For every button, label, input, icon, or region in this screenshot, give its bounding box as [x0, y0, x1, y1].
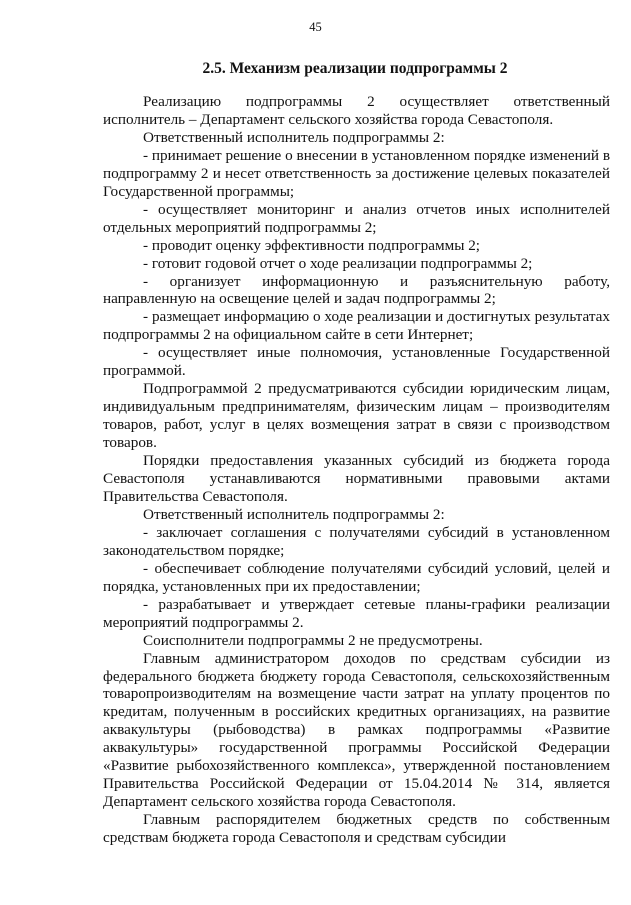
- paragraph: - осуществляет иные полномочия, установленные Государственной программой.: [103, 344, 610, 380]
- paragraph: Главным администратором доходов по средствам субсидии из федерального бюджета бюджету города Севастополя, сельскохозяйственным товаропроизводителям на возмещение части затрат на уплату процентов по кредитам, полученным в российских кредитных организациях, на развитие аквакультуры (рыбоводства) в рамках подпрограммы «Развитие аквакультуры» государственной программы Российской Федерации «Развитие рыбохозяйственного комплекса», утвержденной постановлением Правительства Российской Федерации от 15.04.2014 № 314, является Департамент сельского хозяйства города Севастополя.: [103, 649, 610, 811]
- paragraph: Подпрограммой 2 предусматриваются субсидии юридическим лицам, индивидуальным предпринимателям, физическим лицам – производителям товаров, работ, услуг в целях возмещения затрат в связи с производством товаров.: [103, 380, 610, 452]
- paragraph: - проводит оценку эффективности подпрограммы 2;: [143, 236, 481, 254]
- document-body: [103, 93, 610, 847]
- paragraph: - организует информационную и разъяснительную работу, направленную на освещение целей и задач подпрограммы 2;: [103, 272, 610, 308]
- paragraph: - обеспечивает соблюдение получателями субсидий условий, целей и порядка, установленных при их предоставлении;: [103, 559, 610, 595]
- paragraph: Реализацию подпрограммы 2 осуществляет ответственный исполнитель – Департамент сельского хозяйства города Севастополя.: [103, 93, 610, 128]
- paragraph: - готовит годовой отчет о ходе реализации подпрограммы 2;: [143, 254, 533, 272]
- paragraph: - разрабатывает и утверждает сетевые планы-графики реализации мероприятий подпрограммы 2.: [103, 595, 610, 631]
- paragraph: Ответственный исполнитель подпрограммы 2:: [143, 128, 445, 146]
- paragraph: - заключает соглашения с получателями субсидий в установленном законодательством порядке;: [103, 523, 610, 559]
- paragraph: - размещает информацию о ходе реализации и достигнутых результатах подпрограммы 2 на официальном сайте в сети Интернет;: [103, 308, 610, 344]
- paragraph: Соисполнители подпрограммы 2 не предусмотрены.: [143, 631, 483, 649]
- section-heading: 2.5. Механизм реализации подпрограммы 2: [202, 60, 508, 77]
- paragraph: Порядки предоставления указанных субсидий из бюджета города Севастополя устанавливаются нормативными правовыми актами Правительства Севастополя.: [103, 452, 610, 505]
- paragraph: - принимает решение о внесении в установленном порядке изменений в подпрограмму 2 и несет ответственность за достижение целевых показателей Государственной программы;: [103, 146, 610, 200]
- paragraph: Главным распорядителем бюджетных средств по собственным средствам бюджета города Севастополя и средствам субсидии: [103, 811, 610, 847]
- page-number: 45: [309, 20, 322, 34]
- paragraph: - осуществляет мониторинг и анализ отчетов иных исполнителей отдельных мероприятий подпрограммы 2;: [103, 200, 610, 236]
- paragraph: Ответственный исполнитель подпрограммы 2:: [143, 505, 445, 523]
